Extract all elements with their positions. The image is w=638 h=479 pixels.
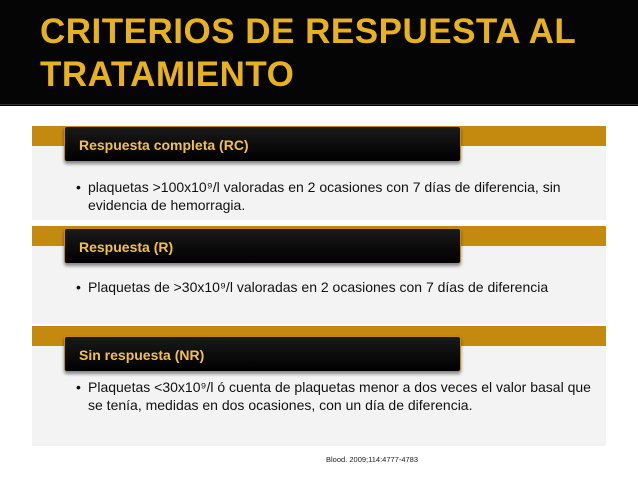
slide-title: CRITERIOS DE RESPUESTA AL TRATAMIENTO xyxy=(40,12,576,94)
criterion-label: Respuesta (R) xyxy=(64,228,461,264)
criterion-description xyxy=(76,378,596,414)
criterion-label: Respuesta completa (RC) xyxy=(64,126,461,162)
bullet-marker: • xyxy=(76,379,81,395)
bullet-marker: • xyxy=(76,179,81,195)
title-divider xyxy=(0,104,638,105)
criterion-text: Plaquetas <30x10⁹/l ó cuenta de plaquetas menor a dos veces el valor basal que se tenía, medidas en dos ocasiones, con un día de diferencia. xyxy=(88,379,591,413)
criterion-text: Plaquetas de >30x10⁹/l valoradas en 2 ocasiones con 7 días de diferencia xyxy=(88,279,549,295)
criterion-description xyxy=(76,278,596,296)
citation: Blood. 2009;114:4777-4783 xyxy=(326,455,419,464)
criterion-description xyxy=(76,178,596,214)
criterion-label: Sin respuesta (NR) xyxy=(64,336,461,372)
bullet-marker: • xyxy=(76,279,81,295)
criterion-text: plaquetas >100x10⁹/l valoradas en 2 ocasiones con 7 días de diferencia, sin evidencia de hemorragia. xyxy=(88,179,561,213)
title-band xyxy=(0,0,638,104)
